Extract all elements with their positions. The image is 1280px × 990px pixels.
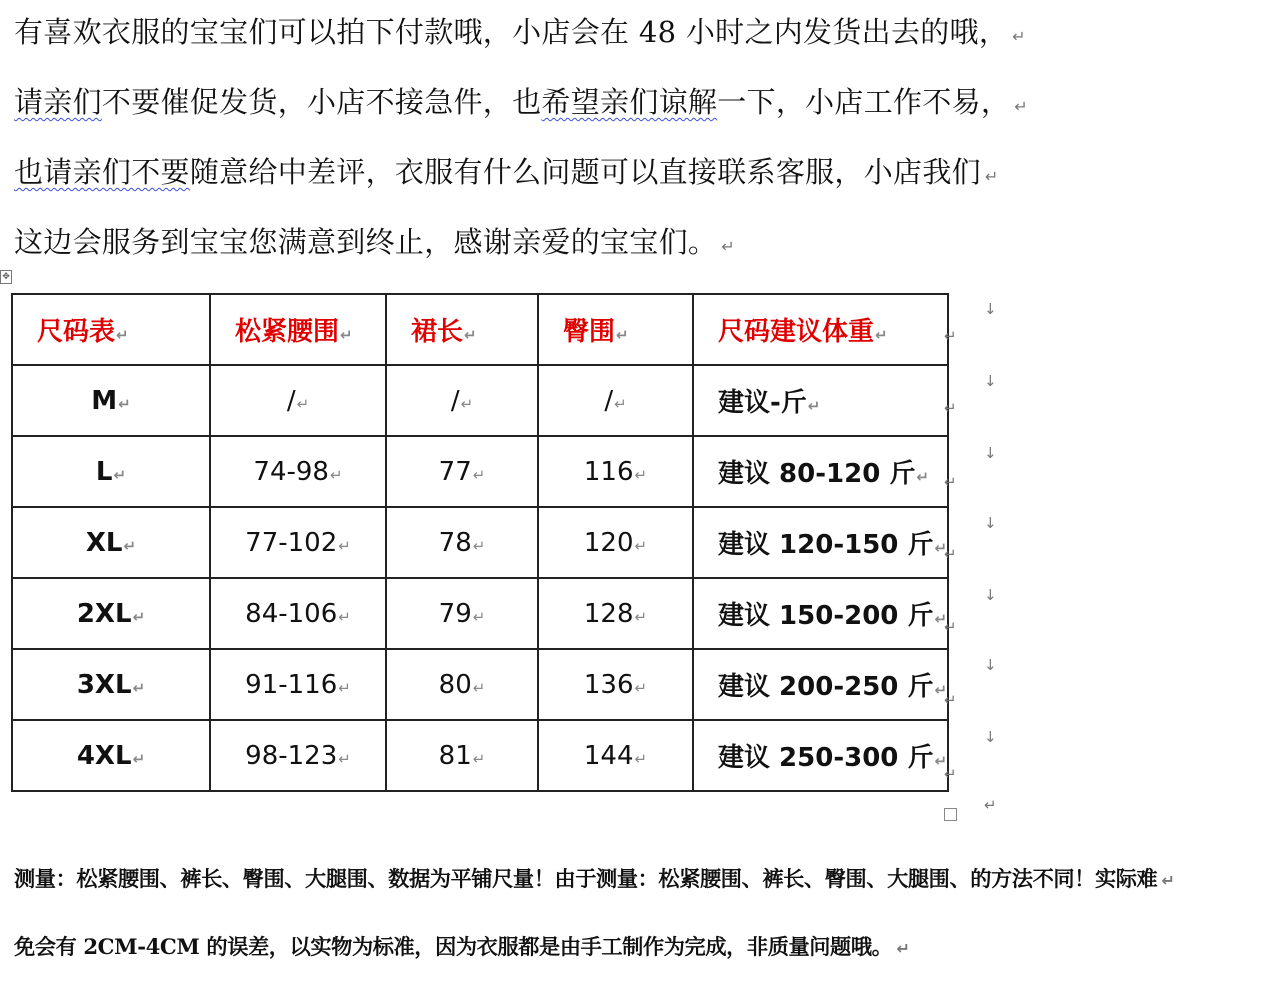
header-cell-hip[interactable]: 臀围↵: [538, 294, 693, 365]
size-cell[interactable]: XL↵: [12, 507, 210, 578]
paragraph-mark-icon: ↵: [1014, 97, 1028, 116]
weight-cell[interactable]: 建议 120-150 斤↵: [693, 507, 948, 578]
row-end-mark-icon: ↵: [944, 399, 957, 417]
spellcheck-flag: 请亲们: [14, 85, 102, 119]
waist-cell[interactable]: 84-106↵: [210, 578, 386, 649]
note-text: 免会有 2CM-4CM 的误差，以实物为标准，因为衣服都是由手工制作为完成，非质量问题哦。: [14, 934, 893, 959]
intro-line-3-text: 随意给中差评，衣服有什么问题可以直接联系客服，小店我们: [189, 155, 981, 189]
length-cell[interactable]: /↵: [386, 365, 538, 436]
header-cell-weight[interactable]: 尺码建议体重↵: [693, 294, 948, 365]
weight-cell[interactable]: 建议 250-300 斤↵: [693, 720, 948, 791]
row-end-mark-icon: ↵: [944, 618, 957, 636]
size-cell[interactable]: L↵: [12, 436, 210, 507]
weight-cell[interactable]: 建议-斤↵: [693, 365, 948, 436]
paragraph-mark-icon: ↵: [984, 796, 997, 814]
size-cell[interactable]: M↵: [12, 365, 210, 436]
measurement-note-line-2: [14, 932, 909, 964]
header-cell-size[interactable]: 尺码表↵: [12, 294, 210, 365]
paragraph-mark-icon: ↵: [1012, 27, 1026, 46]
intro-line-4-text: 这边会服务到宝宝您满意到终止，感谢亲爱的宝宝们。: [14, 225, 718, 259]
intro-line-4: [14, 222, 735, 267]
intro-line-1-text: 有喜欢衣服的宝宝们可以拍下付款哦，小店会在 48 小时之内发货出去的哦，: [14, 15, 1009, 49]
weight-cell[interactable]: 建议 200-250 斤↵: [693, 649, 948, 720]
intro-line-2-text: 不要催促发货，小店不接急件，也: [101, 85, 542, 119]
paragraph-mark-icon: ↵: [721, 237, 735, 256]
measurement-note-line-1: [14, 864, 1174, 896]
waist-cell[interactable]: 91-116↵: [210, 649, 386, 720]
note-text: 测量：松紧腰围、裤长、臀围、大腿围、数据为平铺尺量！由于测量：松紧腰围、裤长、臀围、大腿围、的方法不同！实际难: [14, 866, 1158, 891]
cell-mark-icon: ↵: [875, 326, 888, 344]
size-cell[interactable]: 3XL↵: [12, 649, 210, 720]
row-end-mark-icon: ↵: [944, 545, 957, 563]
table-resize-handle[interactable]: [944, 808, 957, 821]
intro-line-3: [14, 152, 999, 197]
paragraph-mark-icon: ↵: [1161, 871, 1175, 890]
table-row: [12, 649, 948, 720]
hip-cell[interactable]: /↵: [538, 365, 693, 436]
row-end-mark-icon: ↵: [944, 327, 957, 345]
table-row: [12, 507, 948, 578]
paragraph-mark-icon: ↵: [896, 939, 910, 958]
arrow-down-icon: ↓: [984, 372, 997, 390]
waist-cell[interactable]: 98-123↵: [210, 720, 386, 791]
table-row: [12, 578, 948, 649]
weight-cell[interactable]: 建议 150-200 斤↵: [693, 578, 948, 649]
arrow-down-icon: ↓: [984, 514, 997, 532]
intro-line-1: [14, 12, 1026, 57]
row-end-mark-icon: ↵: [944, 473, 957, 491]
waist-cell[interactable]: 77-102↵: [210, 507, 386, 578]
length-cell[interactable]: 77↵: [386, 436, 538, 507]
hip-cell[interactable]: 116↵: [538, 436, 693, 507]
spellcheck-flag: 也请亲们不要: [14, 155, 190, 189]
arrow-down-icon: ↓: [984, 444, 997, 462]
row-end-mark-icon: ↵: [944, 765, 957, 783]
length-cell[interactable]: 80↵: [386, 649, 538, 720]
hip-cell[interactable]: 128↵: [538, 578, 693, 649]
arrow-down-icon: ↓: [984, 586, 997, 604]
waist-cell[interactable]: 74-98↵: [210, 436, 386, 507]
intro-line-2-text: 一下，小店工作不易，: [717, 85, 1011, 119]
length-cell[interactable]: 78↵: [386, 507, 538, 578]
table-header-row: [12, 294, 948, 365]
table-row: [12, 436, 948, 507]
length-cell[interactable]: 81↵: [386, 720, 538, 791]
hip-cell[interactable]: 144↵: [538, 720, 693, 791]
paragraph-mark-icon: ↵: [984, 167, 999, 186]
hip-cell[interactable]: 136↵: [538, 649, 693, 720]
cell-mark-icon: ↵: [464, 326, 477, 344]
hip-cell[interactable]: 120↵: [538, 507, 693, 578]
arrow-down-icon: ↓: [984, 656, 997, 674]
arrow-down-icon: ↓: [984, 300, 997, 318]
cell-mark-icon: ↵: [116, 326, 129, 344]
header-cell-length[interactable]: 裙长↵: [386, 294, 538, 365]
table-row: [12, 365, 948, 436]
weight-cell[interactable]: 建议 80-120 斤↵: [693, 436, 948, 507]
table-row: [12, 720, 948, 791]
header-cell-waist[interactable]: 松紧腰围↵: [210, 294, 386, 365]
size-chart-table: [11, 293, 949, 792]
arrow-down-icon: ↓: [984, 728, 997, 746]
row-end-mark-icon: ↵: [944, 691, 957, 709]
length-cell[interactable]: 79↵: [386, 578, 538, 649]
size-cell[interactable]: 4XL↵: [12, 720, 210, 791]
waist-cell[interactable]: /↵: [210, 365, 386, 436]
size-cell[interactable]: 2XL↵: [12, 578, 210, 649]
intro-line-2: [14, 82, 1028, 127]
cell-mark-icon: ↵: [616, 326, 629, 344]
spellcheck-flag: 希望亲们谅解: [541, 85, 718, 119]
cell-mark-icon: ↵: [340, 326, 353, 344]
table-move-handle-icon[interactable]: ✥: [0, 270, 12, 284]
